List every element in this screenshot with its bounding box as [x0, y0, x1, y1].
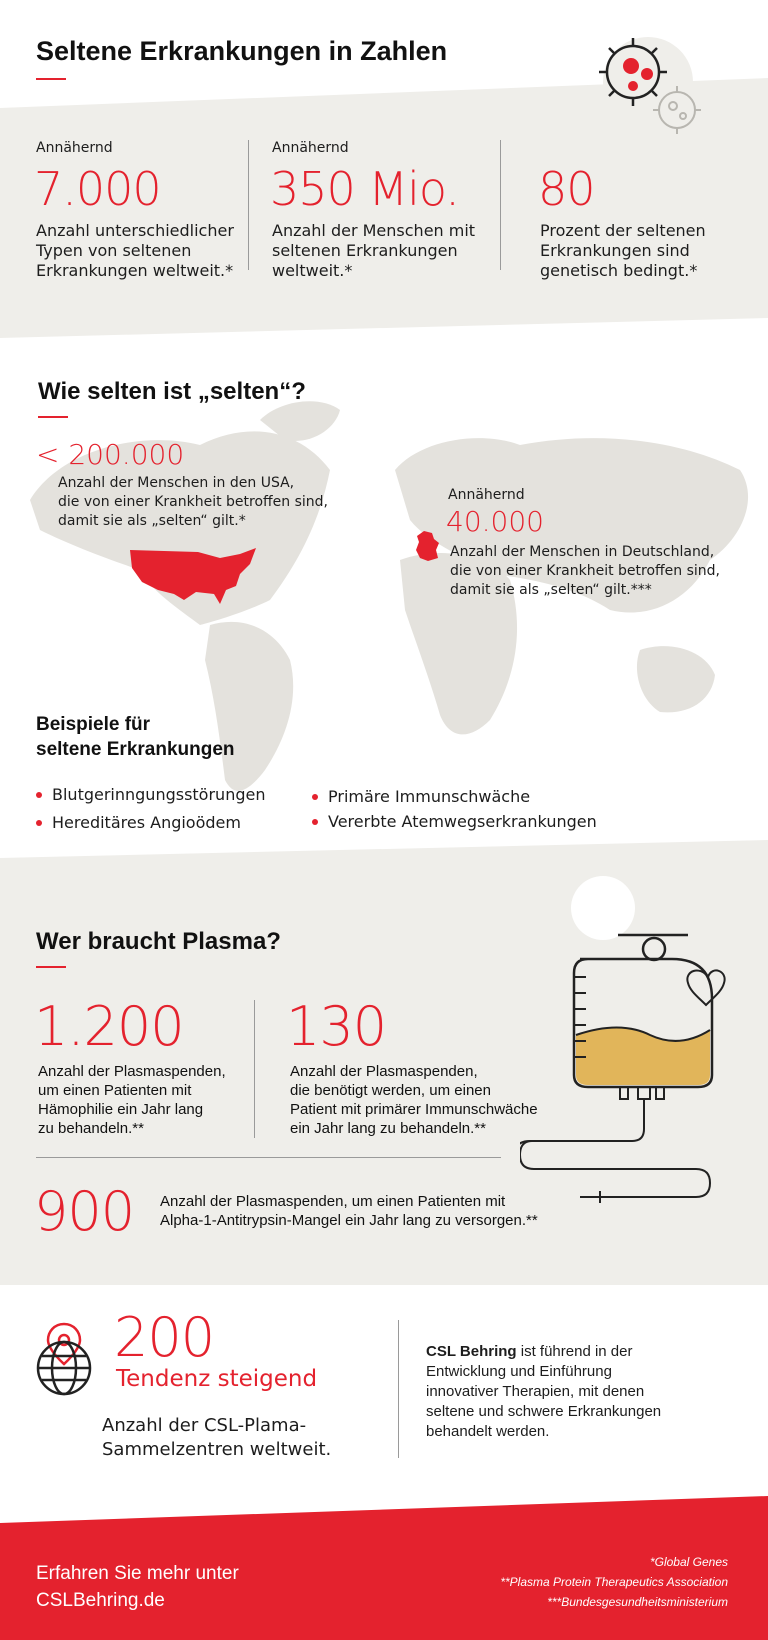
brand-text-line: innovativer Therapien, mit denen — [426, 1383, 645, 1400]
virus-icon — [585, 30, 715, 150]
globe-location-icon — [34, 1320, 94, 1398]
usa-map-highlight — [128, 546, 258, 608]
footer-link[interactable]: CSLBehring.de — [36, 1590, 165, 1611]
examples-title-line: seltene Erkrankungen — [36, 739, 235, 760]
plasma-desc-line: Hämophilie ein Jahr lang — [38, 1101, 204, 1118]
section-title: Wer braucht Plasma? — [36, 928, 281, 955]
example-label: Vererbte Atemwegserkrankungen — [328, 812, 597, 831]
plasma-desc-line: die benötigt werden, um einen — [290, 1082, 491, 1099]
divider — [398, 1320, 399, 1458]
brand-text-line: behandelt werden. — [426, 1423, 550, 1440]
stat-desc-line: genetisch bedingt.* — [540, 261, 698, 280]
de-desc-line: damit sie als „selten“ gilt.*** — [450, 582, 652, 598]
stat-prefix: Annähernd — [272, 140, 349, 156]
stat-desc-line: seltenen Erkrankungen — [272, 241, 458, 260]
footer-cta-text: Erfahren Sie mehr unter — [36, 1563, 239, 1584]
plasma-desc-line: Anzahl der Plasmaspenden, — [38, 1063, 226, 1080]
title-underline — [36, 966, 66, 968]
title-underline — [36, 78, 66, 80]
brand-text-line: seltene und schwere Erkrankungen — [426, 1403, 662, 1420]
title-underline — [38, 416, 68, 418]
plasma-desc-line: Anzahl der Plasmaspenden, — [290, 1063, 478, 1080]
brand-text-line: Entwicklung und Einführung — [426, 1363, 612, 1380]
de-prefix: Annähernd — [448, 487, 525, 503]
bullet-icon — [312, 794, 318, 800]
stat-desc-line: Typen von seltenen — [36, 241, 192, 260]
divider — [36, 1157, 501, 1158]
divider — [500, 140, 501, 270]
stat-value: 80 — [538, 162, 595, 216]
plasma-desc-line: ein Jahr lang zu behandeln.** — [290, 1120, 486, 1137]
stat-desc-line: weltweit.* — [272, 261, 353, 280]
divider — [248, 140, 249, 270]
stat-desc-line: Erkrankungen weltweit.* — [36, 261, 234, 280]
page-title: Seltene Erkrankungen in Zahlen — [36, 36, 448, 66]
stat-value: 350 Mio. — [270, 162, 459, 216]
stat-desc-line: Erkrankungen sind — [540, 241, 690, 260]
stat-value: 7.000 — [34, 162, 161, 216]
example-label: Blutgerinngungsstörungen — [52, 785, 266, 804]
example-item — [36, 813, 241, 832]
centers-value: 200 — [114, 1306, 215, 1369]
plasma-value: 1.200 — [34, 995, 184, 1058]
examples-title-line: Beispiele für — [36, 714, 151, 735]
usa-desc-line: die von einer Krankheit betroffen sind, — [58, 494, 328, 510]
plasma-desc-line: Anzahl der Plasmaspenden, um einen Patienten mit — [160, 1193, 506, 1210]
blood-bag-icon — [520, 925, 735, 1215]
bullet-icon — [36, 792, 42, 798]
brand-text-line: ist führend in der — [516, 1343, 633, 1360]
de-desc-line: Anzahl der Menschen in Deutschland, — [450, 544, 715, 560]
footnote-source: **Plasma Protein Therapeutics Association — [500, 1575, 728, 1589]
bullet-icon — [312, 819, 318, 825]
germany-map-highlight — [414, 530, 440, 562]
example-item — [36, 785, 265, 804]
stat-desc-line: Prozent der seltenen — [540, 221, 706, 240]
plasma-value: 900 — [34, 1180, 135, 1243]
centers-desc-line: Anzahl der CSL-Plama- — [102, 1415, 307, 1436]
centers-desc-line: Sammelzentren weltweit. — [102, 1439, 332, 1460]
example-label: Primäre Immunschwäche — [328, 787, 531, 806]
de-value: 40.000 — [446, 505, 544, 538]
plasma-desc-line: Alpha-1-Antitrypsin-Mangel ein Jahr lang zu versorgen.** — [160, 1212, 538, 1229]
usa-desc-line: damit sie als „selten“ gilt.* — [58, 513, 246, 529]
divider — [254, 1000, 255, 1138]
plasma-desc-line: um einen Patienten mit — [38, 1082, 192, 1099]
stat-prefix: Annähernd — [36, 140, 113, 156]
footnote-source: *Global Genes — [649, 1555, 728, 1569]
stat-desc-line: Anzahl der Menschen mit — [272, 221, 476, 240]
example-item — [312, 812, 597, 831]
brand-name: CSL Behring — [426, 1343, 517, 1360]
usa-desc-line: Anzahl der Menschen in den USA, — [58, 475, 295, 491]
footnote-source: ***Bundesgesundheitsministerium — [547, 1595, 728, 1609]
centers-trend: Tendenz steigend — [116, 1366, 318, 1392]
plasma-desc-line: zu behandeln.** — [38, 1120, 144, 1137]
bullet-icon — [36, 820, 42, 826]
stat-desc-line: Anzahl unterschiedlicher — [36, 221, 234, 240]
brand-statement — [426, 1342, 726, 1442]
example-label: Hereditäres Angioödem — [52, 813, 241, 832]
example-item — [312, 787, 530, 806]
usa-value: < 200.000 — [36, 438, 185, 471]
plasma-desc-line: Patient mit primärer Immunschwäche — [290, 1101, 538, 1118]
plasma-value: 130 — [286, 995, 387, 1058]
section-title: Wie selten ist „selten“? — [38, 378, 306, 405]
de-desc-line: die von einer Krankheit betroffen sind, — [450, 563, 720, 579]
